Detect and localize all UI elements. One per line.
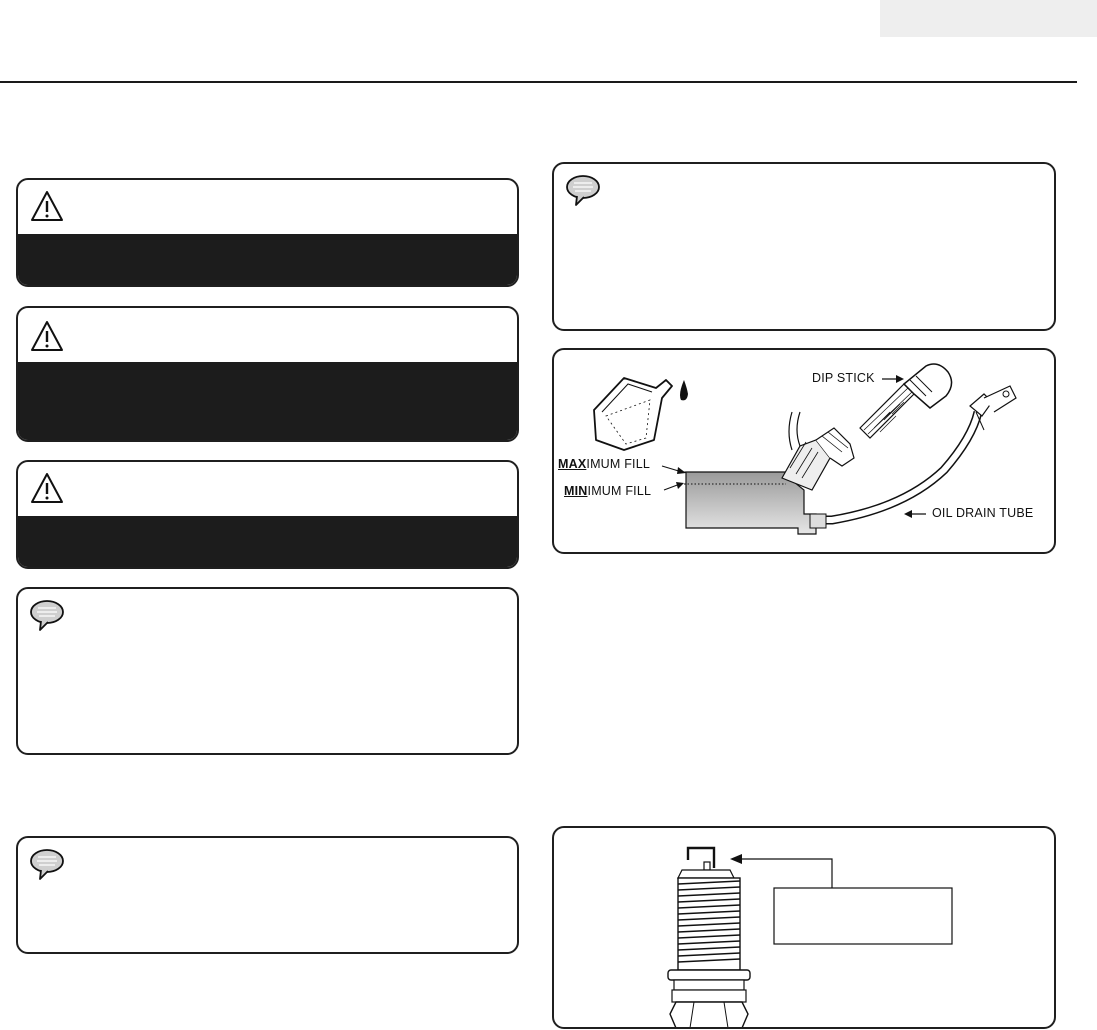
warning-header	[18, 180, 517, 234]
minimum-fill-label	[564, 484, 651, 498]
oil-fill-illustration	[554, 350, 1054, 552]
oil-fill-figure	[552, 348, 1056, 554]
header-rule	[0, 81, 1077, 83]
warning-body	[18, 362, 517, 440]
warning-box-1	[16, 178, 519, 287]
speech-bubble-note-icon	[564, 172, 604, 208]
oil-bottle-icon	[594, 378, 688, 450]
warning-body	[18, 234, 517, 285]
note-box-1	[16, 587, 519, 755]
minimum-fill-suffix: IMUM FILL	[587, 484, 652, 498]
header-corner-tab	[880, 0, 1097, 37]
minimum-fill-prefix: MIN	[564, 484, 588, 498]
note-box-3	[552, 162, 1056, 331]
warning-triangle-icon	[30, 320, 64, 352]
speech-bubble-note-icon	[28, 597, 68, 633]
maximum-fill-prefix: MAX	[558, 457, 587, 471]
maximum-fill-suffix: IMUM FILL	[586, 457, 651, 471]
speech-bubble-note-icon	[28, 846, 68, 882]
maximum-fill-label	[558, 457, 650, 471]
warning-triangle-icon	[30, 472, 64, 504]
fill-neck	[782, 412, 854, 490]
spark-plug-callout-text	[776, 890, 950, 942]
warning-header	[18, 308, 517, 362]
spark-plug-figure	[552, 826, 1056, 1029]
warning-triangle-icon	[30, 190, 64, 222]
warning-box-2	[16, 306, 519, 442]
warning-header	[18, 462, 517, 516]
warning-body	[18, 516, 517, 567]
note-box-2	[16, 836, 519, 954]
dipstick-label: DIP STICK	[812, 371, 875, 385]
warning-box-3	[16, 460, 519, 569]
oil-drain-tube-label: OIL DRAIN TUBE	[932, 506, 1034, 520]
